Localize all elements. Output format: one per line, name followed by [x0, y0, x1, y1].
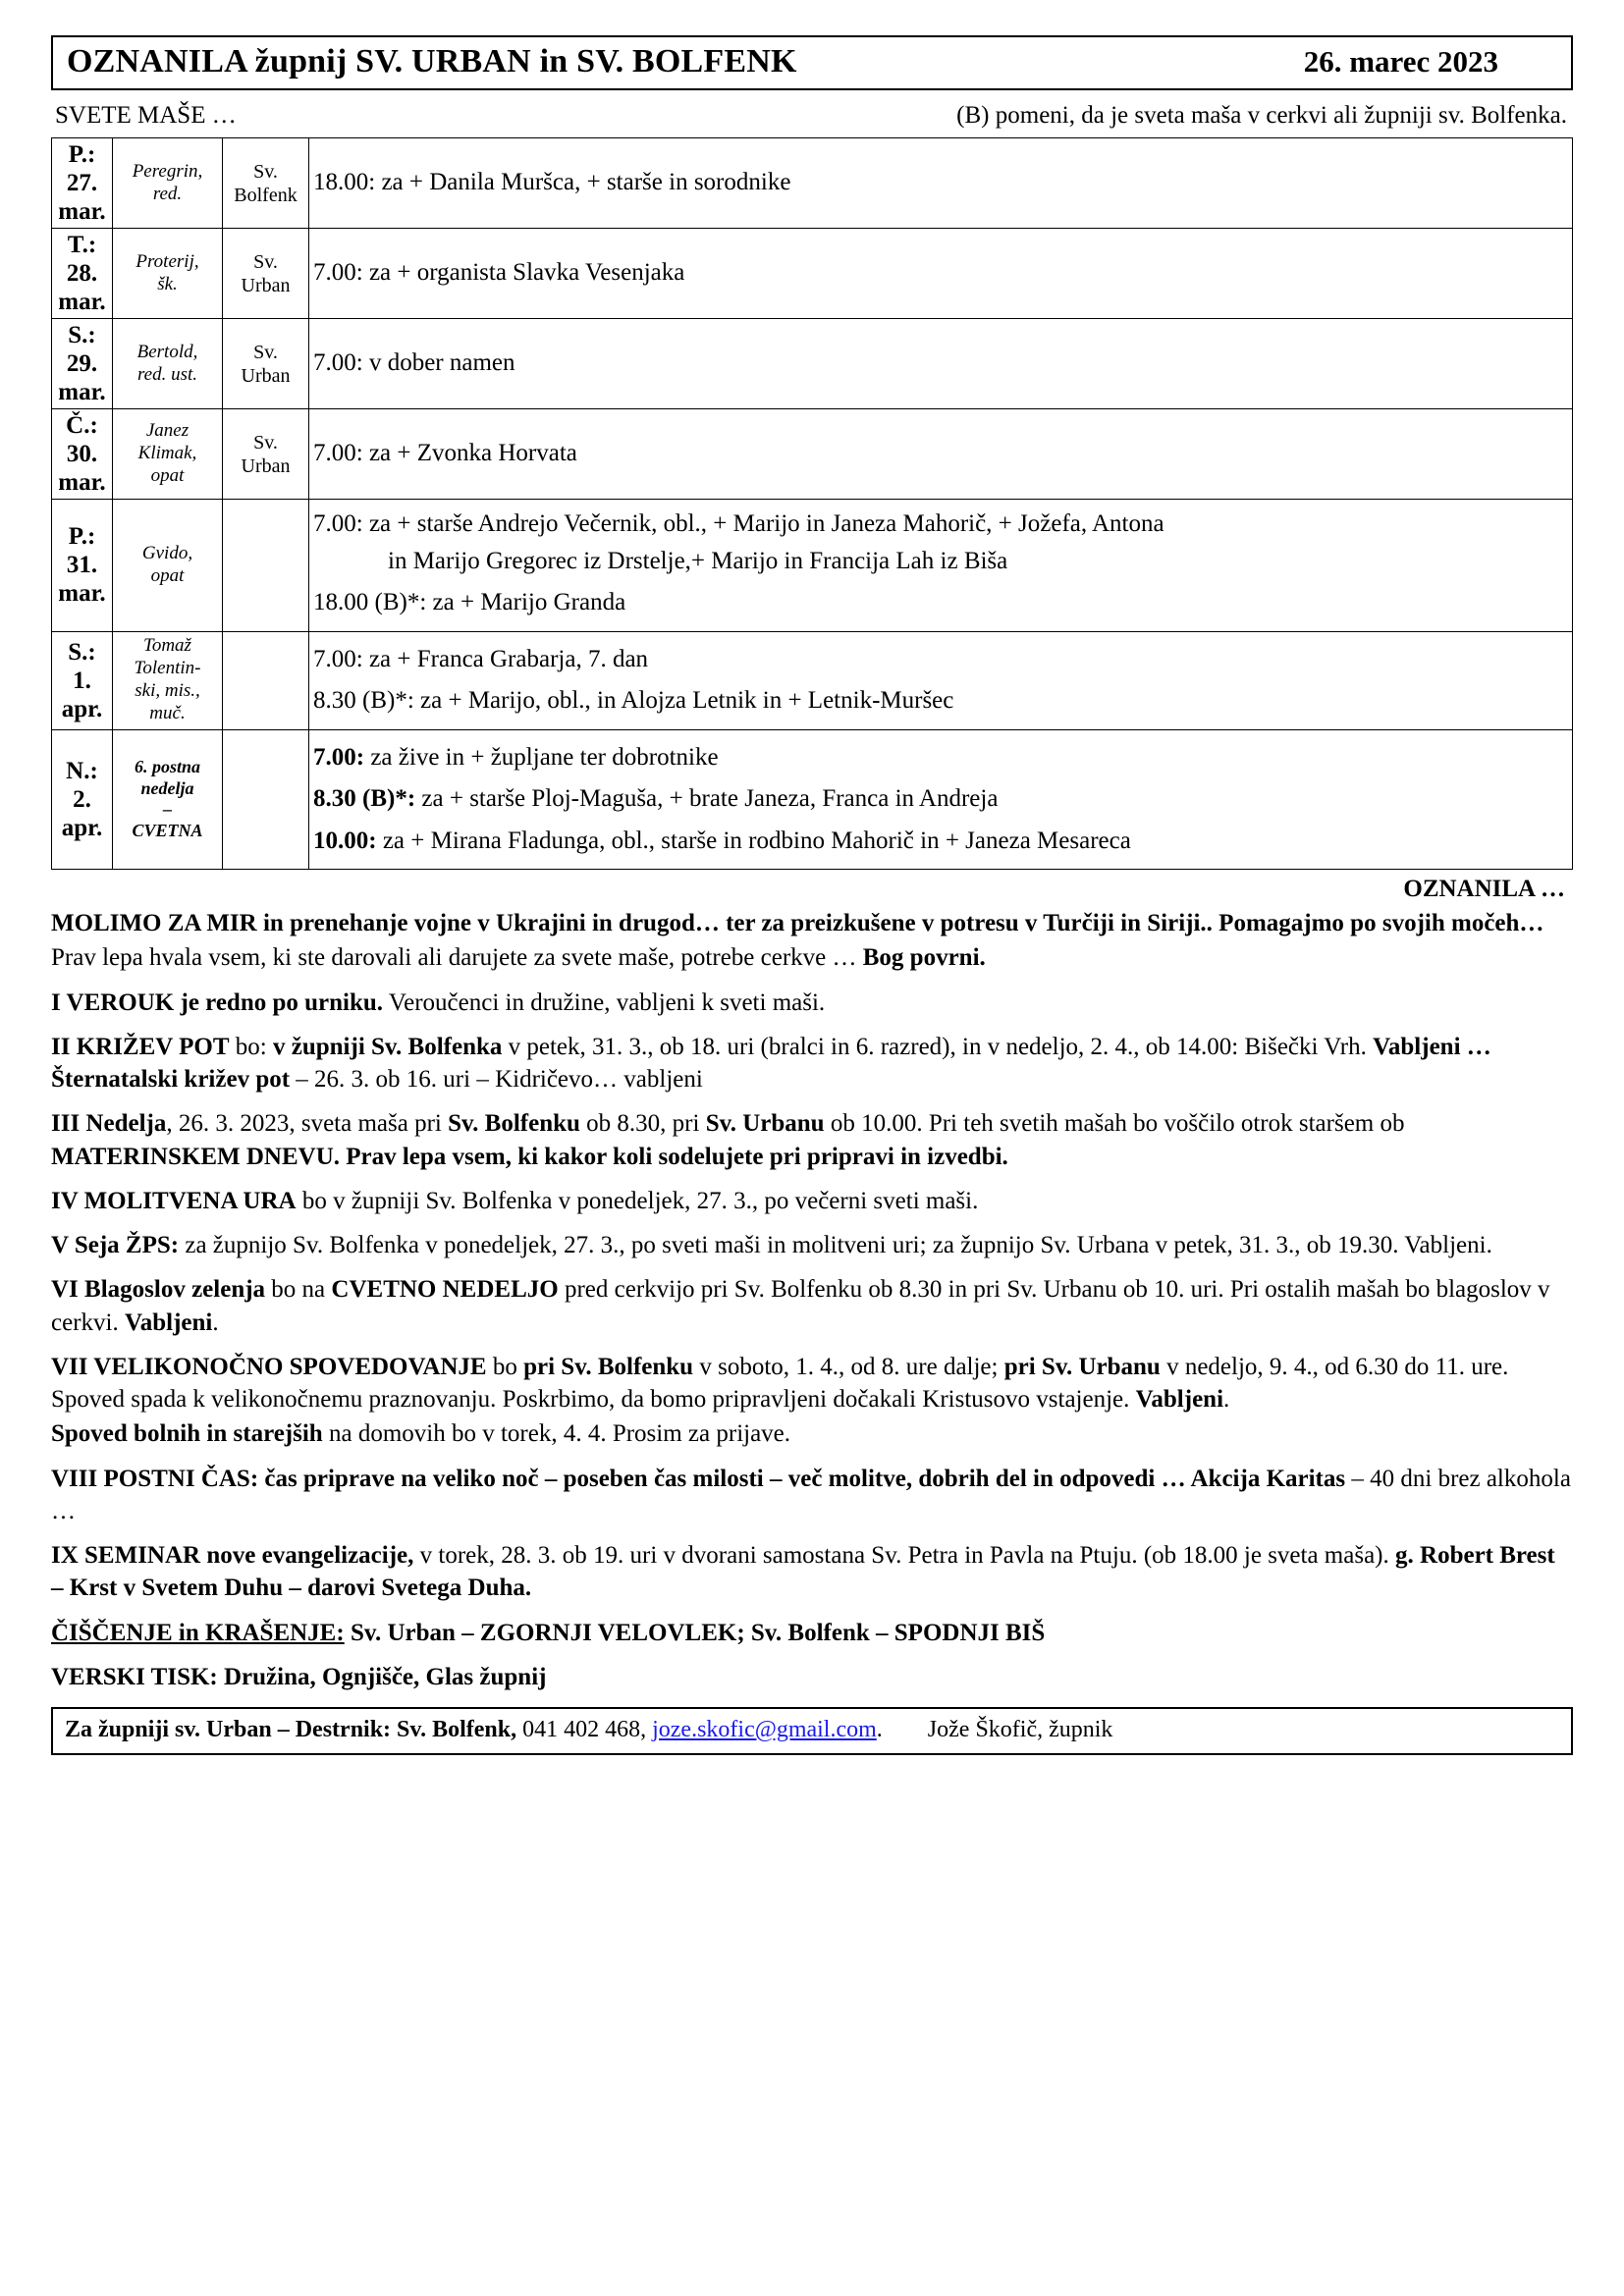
announcement-ii-bold-2: v župniji Sv. Bolfenka: [272, 1033, 503, 1060]
cell-intentions: [309, 229, 1573, 319]
page-title: OZNANILA župnij SV. URBAN in SV. BOLFENK: [67, 43, 797, 80]
cell-place: [223, 229, 309, 319]
day-line: S.:: [68, 322, 96, 348]
day-line: P.:: [68, 141, 96, 168]
intention-text-sunday-3: 10.00: za + Mirana Fladunga, obl., starše in rodbino Mahorič in + Janeza Mesareca: [313, 827, 1131, 854]
intention-line: 7.00: za + Franca Grabarja, 7. dan: [313, 645, 649, 672]
announcement-ix-plain-1: v torek, 28. 3. ob 19. uri v dvorani samostana Sv. Petra in Pavla na Ptuju. (ob 18.00 je sveta maša).: [413, 1542, 1396, 1569]
announcement-viii-bold: VIII POSTNI ČAS: čas priprave na veliko noč – poseben čas milosti – več molitve, dobrih del in odpovedi … Akcija Karitas: [51, 1465, 1346, 1492]
cell-saint: [113, 500, 223, 632]
day-line: S.:: [68, 638, 96, 666]
cell-intentions: [309, 500, 1573, 632]
saint-line: Klimak,: [137, 443, 197, 464]
mass-schedule-table: [51, 137, 1573, 870]
intention-time-bold: 7.00:: [313, 743, 365, 771]
saint-line: muč.: [149, 702, 186, 723]
announcement-iii-bold-2: Sv. Bolfenku: [448, 1110, 580, 1138]
table-row: [52, 409, 1573, 500]
day-line: Č.:: [66, 412, 98, 439]
footer-contact-box: [51, 1707, 1573, 1755]
announcement-spoved-bolnih: [51, 1417, 1573, 1450]
cell-day: [52, 729, 113, 870]
day-line: mar.: [58, 379, 106, 405]
announcement-iii-nedelja: [51, 1107, 1573, 1173]
announcement-vi-plain-1: bo na: [265, 1276, 332, 1304]
announcement-spoved-plain: na domovih bo v torek, 4. 4. Prosim za prijave.: [322, 1420, 791, 1448]
announcement-ii-bold-3: Vabljeni … Šternatalski križev pot: [51, 1033, 1491, 1093]
place-line: Sv.: [253, 250, 278, 273]
place-line: Urban: [241, 454, 291, 477]
place-line: Sv.: [253, 431, 278, 454]
day-line: N.:: [66, 757, 98, 784]
masses-label: SVETE MAŠE …: [55, 102, 237, 129]
day-line: P.:: [68, 523, 96, 551]
announcement-spoved-bold: Spoved bolnih in starejših: [51, 1420, 323, 1448]
footer-signature: Jože Škofič, župnik: [927, 1717, 1113, 1742]
intention-line: 8.30 (B)*: za + Marijo, obl., in Alojza Letnik in + Letnik-Muršec: [313, 687, 954, 714]
day-line: T.:: [67, 232, 97, 258]
saint-line: Gvido,: [141, 542, 193, 563]
cell-intentions: [309, 138, 1573, 229]
day-line: 1.: [73, 667, 91, 694]
day-line: mar.: [58, 289, 106, 315]
intention-line: [313, 742, 1568, 774]
cell-day: [52, 631, 113, 729]
announcement-i-verouk: [51, 987, 1573, 1019]
announcement-vi-bold-3: Vabljeni: [124, 1308, 213, 1336]
announcement-ii-krizev-pot: [51, 1031, 1573, 1096]
cell-place: [223, 409, 309, 500]
day-line: mar.: [58, 580, 106, 608]
day-line: mar.: [58, 198, 106, 225]
saint-line: šk.: [157, 273, 178, 294]
announcement-iv-bold: IV MOLITVENA URA: [51, 1187, 297, 1214]
announcement-v-bold: V Seja ŽPS:: [51, 1232, 180, 1258]
announcement-vi-blagoslov-zelenja: [51, 1273, 1573, 1339]
cell-intentions: [309, 631, 1573, 729]
announcement-ix-bold-1: IX SEMINAR nove evangelizacije,: [51, 1542, 414, 1569]
ciscenje-label: ČIŠČENJE in KRAŠENJE:: [51, 1619, 345, 1646]
day-line: 28.: [66, 260, 98, 287]
cell-saint: [113, 138, 223, 229]
ciscenje-values: Sv. Urban – ZGORNJI VELOVLEK; Sv. Bolfenk – SPODNJI BIŠ: [344, 1619, 1046, 1646]
saint-line: Peregrin,: [132, 160, 203, 182]
cell-intentions: [309, 319, 1573, 409]
announcement-vii-bold-1: VII VELIKONOČNO SPOVEDOVANJE: [51, 1353, 487, 1380]
announcement-iv-plain: bo v župniji Sv. Bolfenka v ponedeljek, 27. 3., po večerni sveti maši.: [296, 1187, 979, 1214]
announcement-thanks: [51, 941, 1573, 974]
day-line: 27.: [66, 170, 98, 196]
announcement-v-plain: za župnijo Sv. Bolfenka v ponedeljek, 27. 3., po sveti maši in molitveni uri; za župnijo Sv. Urbana v petek, 31. 3., ob 19.30. Vabljeni.: [179, 1232, 1492, 1258]
intention-time-bold: 8.30 (B)*:: [313, 785, 416, 812]
announcement-verski-tisk: [51, 1661, 1573, 1693]
cell-saint: [113, 729, 223, 870]
announcement-ix-bold-2: g. Robert Brest – Krst v Svetem Duhu – darovi Svetega Duha.: [51, 1542, 1555, 1602]
table-row: [52, 319, 1573, 409]
announcement-iii-bold-3: Sv. Urbanu: [705, 1110, 825, 1138]
day-line: 29.: [66, 350, 98, 377]
announcement-iii-plain-1: , 26. 3. 2023, sveta maša pri: [166, 1110, 449, 1138]
cell-place: [223, 138, 309, 229]
announcement-peace-text: MOLIMO ZA MIR in prenehanje vojne v Ukrajini in drugod… ter za preizkušene v potresu v Turčiji in Siriji.. Pomagajmo po svojih močeh…: [51, 910, 1544, 936]
day-line: 2.: [73, 785, 91, 813]
saint-line: ski, mis.,: [135, 680, 200, 701]
announcement-iii-bold-1: III Nedelja: [51, 1110, 167, 1138]
cell-day: [52, 500, 113, 632]
intention-line: 7.00: v dober namen: [313, 349, 515, 377]
saint-line: Bertold,: [136, 341, 198, 362]
cell-intentions: [309, 729, 1573, 870]
announcements-heading: OZNANILA …: [1403, 876, 1565, 902]
announcement-vii-plain-3: v nedeljo, 9. 4., od 6.30 do 11. ure. Spoved spada k velikonočnemu praznovanju. Poskrbimo, da bomo pripravljeni dočakali Kristusovo vstajenje.: [51, 1353, 1509, 1413]
header-date: 26. marec 2023: [1303, 44, 1498, 79]
announcement-iii-bold-4: MATERINSKEM DNEVU. Prav lepa vsem, ki kakor koli sodelujete pri pripravi in izvedbi.: [51, 1143, 1008, 1170]
place-line: Urban: [241, 364, 291, 387]
saint-line: red. ust.: [136, 363, 198, 385]
masses-subtitle-row: [55, 102, 1571, 130]
saint-line: CVETNA: [132, 820, 203, 840]
announcement-peace: [51, 907, 1573, 939]
day-line: 30.: [66, 441, 98, 467]
table-row: [52, 229, 1573, 319]
cell-day: [52, 319, 113, 409]
verski-tisk-text: VERSKI TISK: Družina, Ognjišče, Glas župnij: [51, 1663, 547, 1690]
place-line: Urban: [241, 274, 291, 296]
announcement-v-seja-zps: [51, 1229, 1573, 1261]
announcement-i-bold: I VEROUK je redno po urniku.: [51, 988, 384, 1016]
intention-line: in Marijo Gregorec iz Drstelje,+ Marijo in Francija Lah iz Biša: [388, 547, 1008, 574]
announcement-ii-bold-1: II KRIŽEV POT: [51, 1033, 230, 1060]
announcement-vi-plain-2: pred cerkvijo pri Sv. Bolfenku ob 8.30 in pri Sv. Urbanu ob 10. uri. Pri ostalih mašah bo blagoslov v cerkvi.: [51, 1276, 1550, 1336]
announcement-ii-plain-3: – 26. 3. ob 16. uri – Kidričevo… vabljeni: [290, 1066, 703, 1093]
announcement-vii-bold-2: pri Sv. Bolfenku: [523, 1353, 694, 1380]
saint-line: red.: [152, 183, 183, 204]
announcement-vi-bold-1: VI Blagoslov zelenja: [51, 1276, 266, 1304]
saint-line: –: [163, 799, 172, 820]
intention-line: 7.00: za + Zvonka Horvata: [313, 440, 577, 467]
intention-line: 18.00: za + Danila Muršca, + starše in sorodnike: [313, 169, 791, 196]
day-line: 31.: [66, 552, 98, 579]
day-line: apr.: [61, 695, 103, 722]
announcement-vii-plain-4: .: [1223, 1386, 1230, 1413]
cell-place: [223, 631, 309, 729]
announcement-vii-spovedovanje: [51, 1351, 1573, 1416]
cell-day: [52, 138, 113, 229]
cell-place: [223, 319, 309, 409]
document-header-box: [51, 35, 1573, 90]
cell-saint: [113, 409, 223, 500]
saint-line: nedelja: [140, 777, 194, 798]
table-row: [52, 729, 1573, 870]
announcement-ciscenje-krasenje: [51, 1617, 1573, 1649]
intention-line: [313, 826, 1568, 858]
intention-line: 7.00: za + organista Slavka Vesenjaka: [313, 259, 685, 287]
email-link[interactable]: joze.skofic@gmail.com: [652, 1717, 877, 1742]
announcement-ii-plain-2: v petek, 31. 3., ob 18. uri (bralci in 6. razred), in v nedeljo, 2. 4., ob 14.00: Bišečki Vrh.: [502, 1033, 1374, 1060]
footer-phone: 041 402 468,: [516, 1717, 653, 1742]
day-line: apr.: [61, 814, 103, 841]
announcement-viii-plain: – 40 dni brez alkohola …: [51, 1465, 1571, 1524]
saint-line: opat: [150, 564, 185, 586]
cell-saint: [113, 631, 223, 729]
bolfenk-legend: (B) pomeni, da je sveta maša v cerkvi ali župniji sv. Bolfenka.: [956, 102, 1567, 129]
announcement-vi-bold-2: CVETNO NEDELJO: [331, 1276, 559, 1304]
place-line: Sv.: [253, 341, 278, 363]
table-row: [52, 138, 1573, 229]
announcement-thanks-bold: Bog povrni.: [862, 944, 986, 972]
announcement-vii-bold-3: pri Sv. Urbanu: [1003, 1353, 1161, 1380]
announcement-vii-bold-4: Vabljeni: [1135, 1386, 1224, 1413]
footer-parish-text: Za župniji sv. Urban – Destrnik: Sv. Bolfenk,: [65, 1717, 517, 1742]
intention-line: 18.00 (B)*: za + Marijo Granda: [313, 589, 626, 615]
intention-time-bold: 10.00:: [313, 827, 377, 854]
intention-text-sunday-1: 7.00: za žive in + župljane ter dobrotnike: [313, 743, 719, 771]
cell-saint: [113, 319, 223, 409]
place-line: Sv.: [253, 160, 278, 183]
intention-line: 7.00: za + starše Andrejo Večernik, obl., + Marijo in Janeza Mahorič, + Jožefa, Antona: [313, 510, 1164, 537]
announcement-viii-postni-cas: [51, 1463, 1573, 1528]
cell-day: [52, 409, 113, 500]
table-row: [52, 631, 1573, 729]
saint-line: 6. postna: [134, 757, 201, 777]
announcement-vii-plain-2: v soboto, 1. 4., od 8. ure dalje;: [693, 1353, 1004, 1380]
cell-day: [52, 229, 113, 319]
saint-line: Tolentin-: [134, 658, 201, 679]
place-line: Bolfenk: [234, 184, 298, 206]
cell-place: [223, 500, 309, 632]
announcement-ii-plain-1: bo:: [229, 1033, 273, 1060]
announcement-vi-plain-3: .: [212, 1308, 219, 1336]
footer-after-email: .: [876, 1717, 883, 1742]
table-row: [52, 500, 1573, 632]
announcement-vii-plain-1: bo: [486, 1353, 524, 1380]
announcement-i-plain: Veroučenci in družine, vabljeni k sveti maši.: [383, 988, 826, 1016]
announcement-iii-plain-2: ob 8.30, pri: [579, 1110, 706, 1138]
day-line: mar.: [58, 469, 106, 496]
intention-text-sunday-2: 8.30 (B)*: za + starše Ploj-Maguša, + brate Janeza, Franca in Andreja: [313, 785, 999, 812]
announcement-ix-seminar: [51, 1539, 1573, 1605]
cell-saint: [113, 229, 223, 319]
announcement-iv-molitvena-ura: [51, 1185, 1573, 1217]
announcement-iii-plain-3: ob 10.00. Pri teh svetih mašah bo voščilo otrok staršem ob: [824, 1110, 1405, 1138]
saint-line: Tomaž: [143, 635, 191, 657]
saint-line: Janez: [145, 420, 189, 442]
intention-line: [313, 783, 1568, 816]
cell-intentions: [309, 409, 1573, 500]
saint-line: Proterij,: [135, 250, 199, 272]
announcement-thanks-text: Prav lepa hvala vsem, ki ste darovali ali darujete za svete maše, potrebe cerkve …: [51, 944, 863, 972]
cell-place: [223, 729, 309, 870]
saint-line: opat: [150, 464, 185, 486]
